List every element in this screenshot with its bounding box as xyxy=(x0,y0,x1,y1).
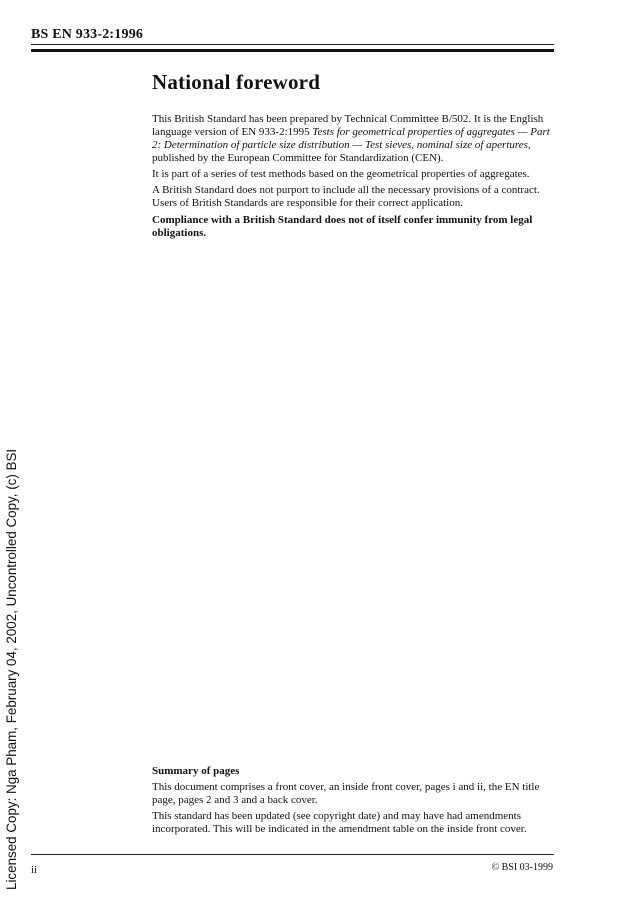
document-header-title: BS EN 933-2:1996 xyxy=(31,27,144,42)
summary-heading: Summary of pages xyxy=(152,765,240,777)
foreword-paragraph-1-start: This British Standard has been prepared by Technical Committee B/502. It is the English language version of EN 933-2:1995 xyxy=(152,113,544,138)
foreword-paragraph-2: It is part of a series of test methods based on the geometrical properties of aggregates. xyxy=(152,168,530,180)
license-watermark: Licensed Copy: Nga Pham, February 04, 2002, Uncontrolled Copy, (c) BSI xyxy=(4,448,19,890)
header-rule-thick xyxy=(31,49,554,52)
foreword-paragraph-1 xyxy=(152,113,557,165)
foreword-paragraph-3: A British Standard does not purport to include all the necessary provisions of a contract. Users of British Standards are responsible for their correct application. xyxy=(152,184,540,209)
page-title: National foreword xyxy=(152,70,321,94)
summary-of-pages xyxy=(152,765,552,839)
copyright-notice: © BSI 03-1999 xyxy=(491,862,553,873)
compliance-statement: Compliance with a British Standard does not of itself confer immunity from legal obligations. xyxy=(152,214,533,239)
foreword-paragraph-1-title: Tests for geometrical properties of aggregates — Part 2: Determination of particle size distribution — Test sieves, nominal size of apertures, xyxy=(152,126,550,151)
footer-rule xyxy=(31,854,554,855)
summary-paragraph-1: This document comprises a front cover, an inside front cover, pages i and ii, the EN title page, pages 2 and 3 and a back cover. xyxy=(152,781,540,806)
foreword-paragraph-1-end: published by the European Committee for Standardization (CEN). xyxy=(152,152,444,164)
summary-paragraph-2: This standard has been updated (see copyright date) and may have had amendments incorporated. This will be indicated in the amendment table on the inside front cover. xyxy=(152,810,527,835)
header-rule-thin xyxy=(31,44,554,45)
page-number: ii xyxy=(31,864,38,876)
main-content xyxy=(152,70,557,240)
